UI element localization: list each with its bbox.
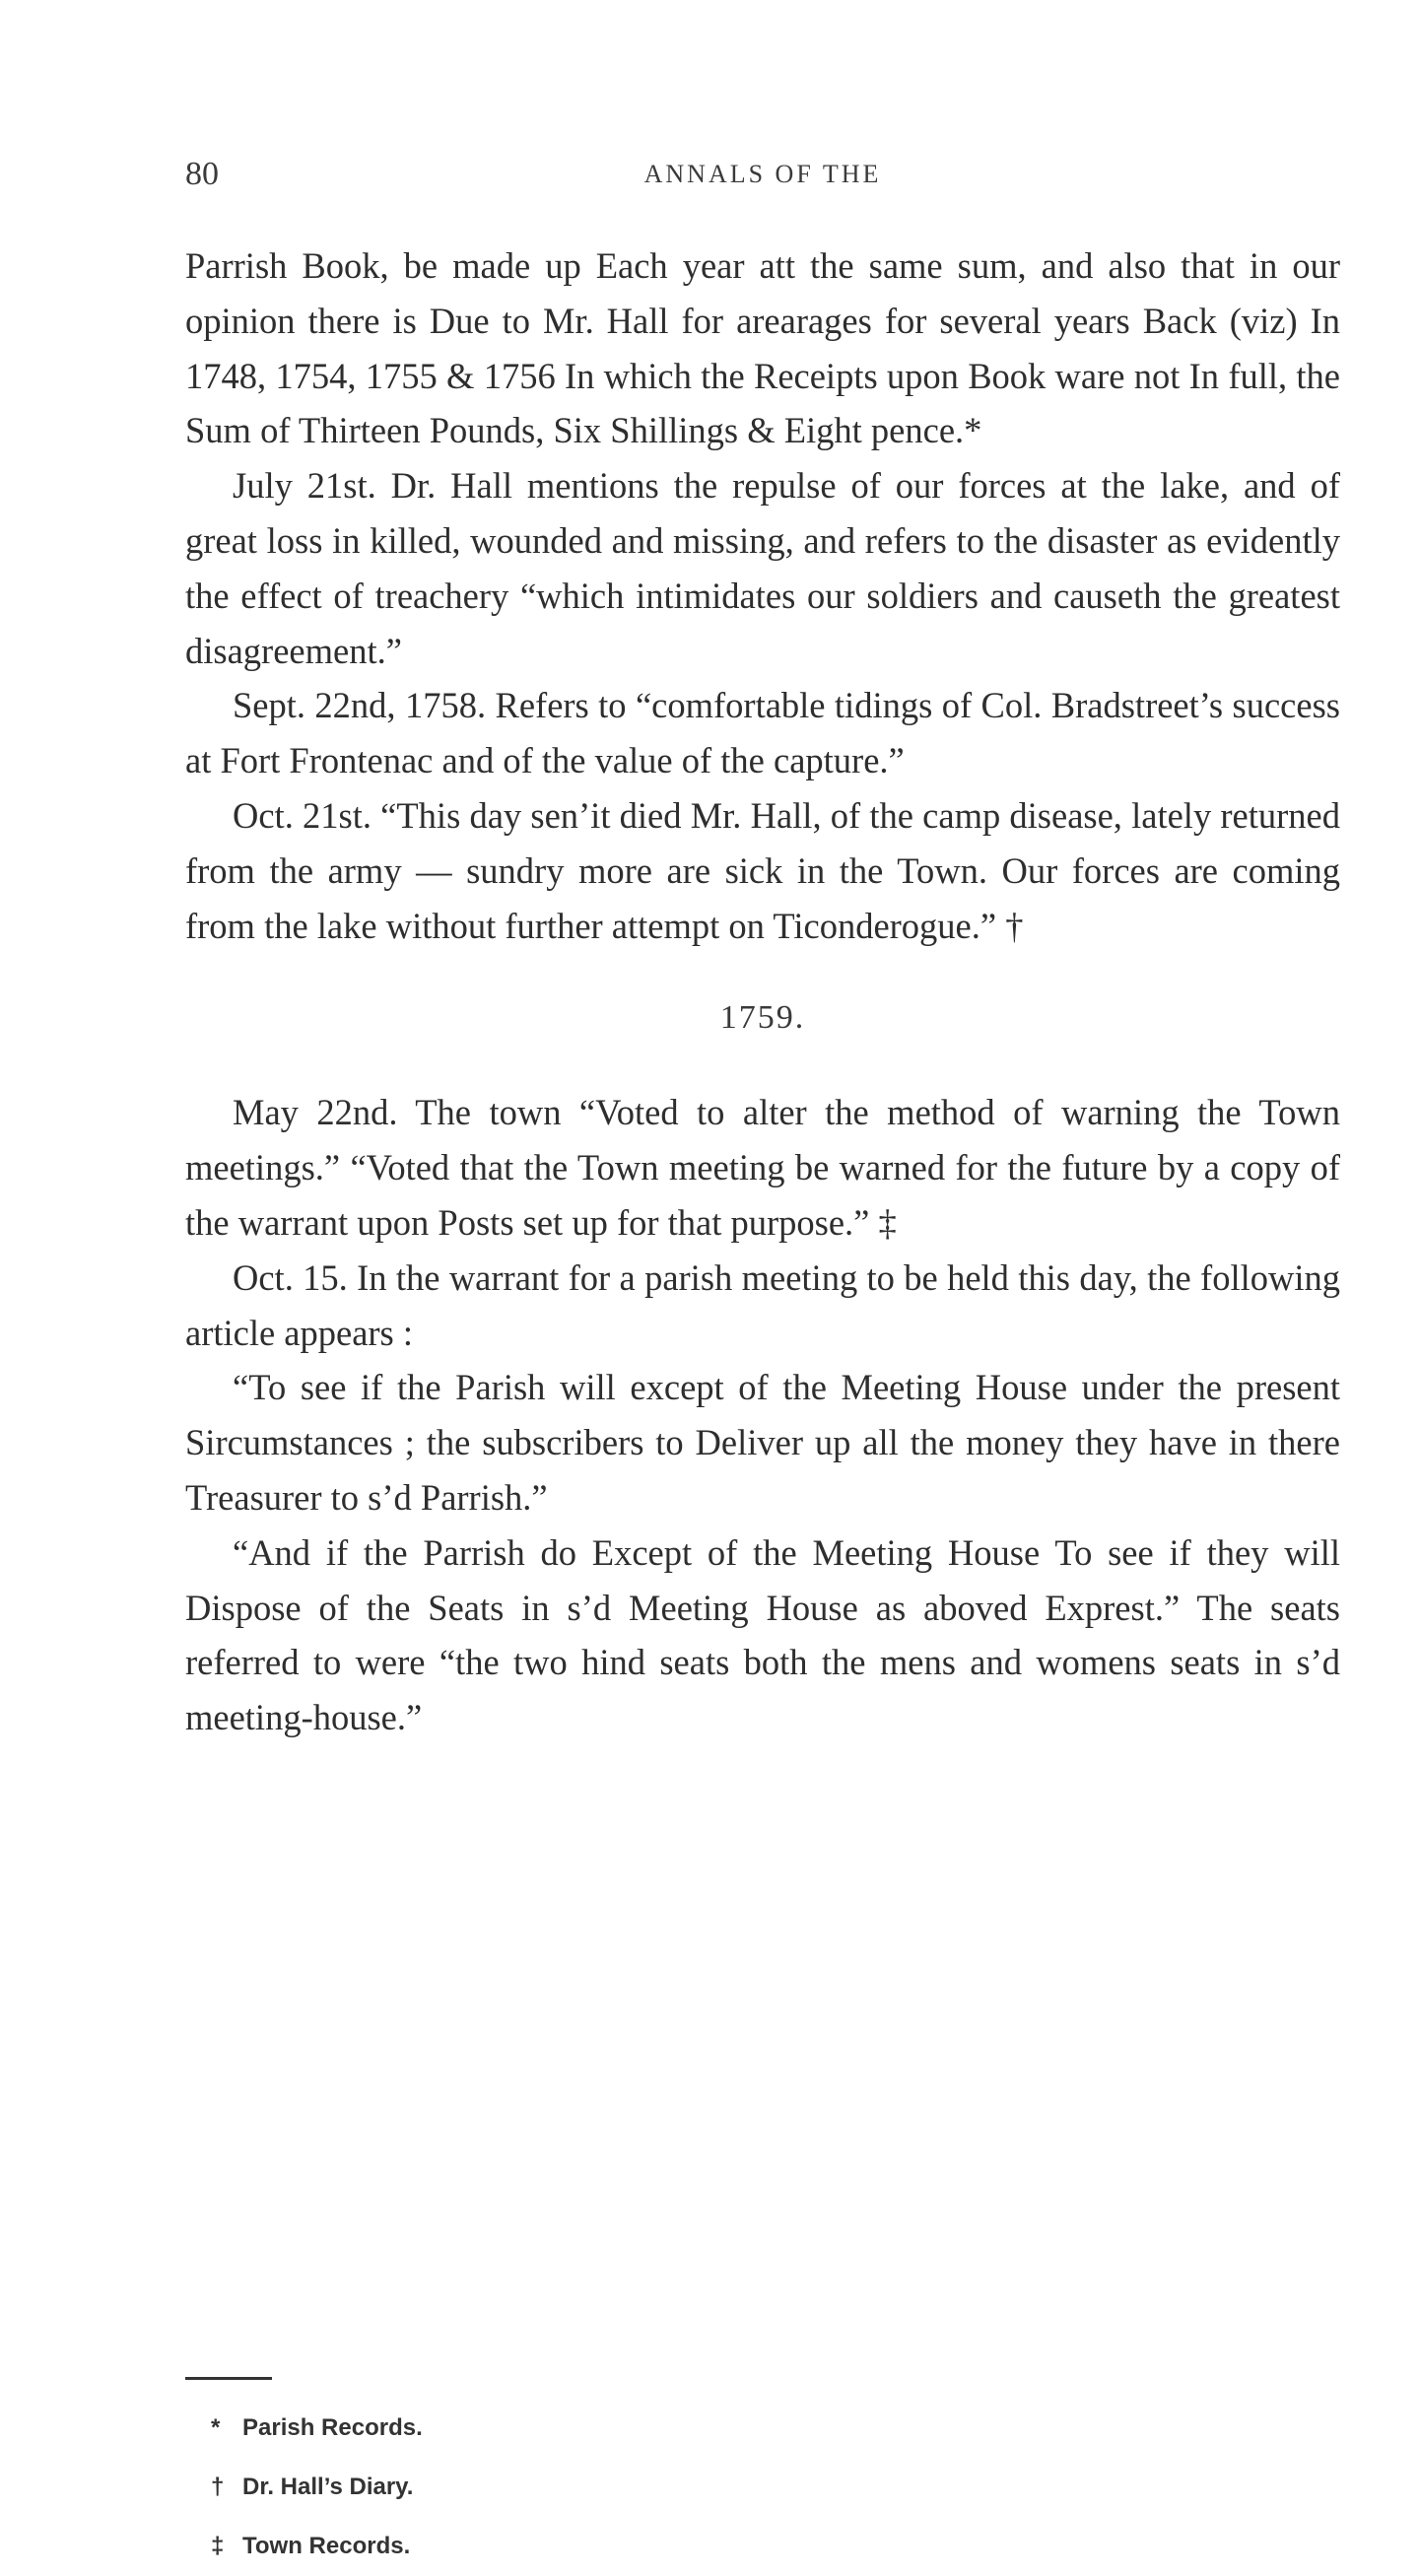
footnote-text: Town Records.: [242, 2533, 411, 2559]
footnote-mark: *: [211, 2414, 221, 2441]
paragraph-sept-22: Sept. 22nd, 1758. Refers to “comfortable tidings of Col. Bradstreet’s success at Fort Frontenac and of the value of the capture.”: [185, 685, 1340, 781]
footnote-item: [211, 2517, 999, 2576]
footnotes: [211, 2399, 999, 2576]
paragraph-quote-meeting-house: “To see if the Parish will except of the Meeting House under the present Sircumstances ; the subscribers to Deliver up all the money they have in there Treasurer to s’d Parrish.”: [185, 1367, 1340, 1518]
footnote-text: Dr. Hall’s Diary.: [242, 2474, 414, 2500]
paragraph-oct-15: Oct. 15. In the warrant for a parish meeting to be held this day, the following article appears :: [185, 1256, 1340, 1353]
year-heading: 1759.: [719, 999, 806, 1037]
paragraph-july-21: July 21st. Dr. Hall mentions the repulse of our forces at the lake, and of great loss in killed, wounded and missing, and refers to the disaster as evidently the effect of treachery “which intimidates our soldiers and causeth the greatest disagreement.”: [185, 465, 1340, 671]
footnote-mark: ‡: [211, 2533, 225, 2559]
paragraph-oct-21: Oct. 21st. “This day sen’it died Mr. Hall, of the camp disease, lately returned from the army — sundry more are sick in the Town. Our forces are coming from the lake without further attempt on Ticonderogue.” †: [185, 794, 1340, 946]
page-number: 80: [185, 156, 219, 192]
running-title: ANNALS OF THE: [643, 160, 882, 188]
footnote-mark: †: [211, 2474, 225, 2500]
footnote-text: Parish Records.: [242, 2414, 423, 2441]
body-text: [185, 238, 1340, 1745]
footnote-item: [211, 2458, 999, 2517]
footnote-item: [211, 2399, 999, 2458]
footnote-divider: [185, 2377, 272, 2380]
paragraph-continuation: Parrish Book, be made up Each year att the same sum, and also that in our opinion there is Due to Mr. Hall for arearages for several years Back (viz) In 1748, 1754, 1755 & 1756 In which the Receipts upon Book ware not In full, the Sum of Thirteen Pounds, Six Shillings & Eight pence.*: [185, 245, 1340, 451]
page-header: [185, 156, 1340, 203]
paragraph-may-22: May 22nd. The town “Voted to alter the method of warning the Town meetings.” “Voted that the Town meeting be warned for the future by a copy of the warrant upon Posts set up for that purpose.” ‡: [185, 1092, 1340, 1243]
paragraph-quote-seats: “And if the Parrish do Except of the Meeting House To see if they will Dispose of the Seats in s’d Meeting House as aboved Exprest.” The seats referred to were “the two hind seats both the mens and womens seats in s’d meeting-house.”: [185, 1531, 1340, 1738]
